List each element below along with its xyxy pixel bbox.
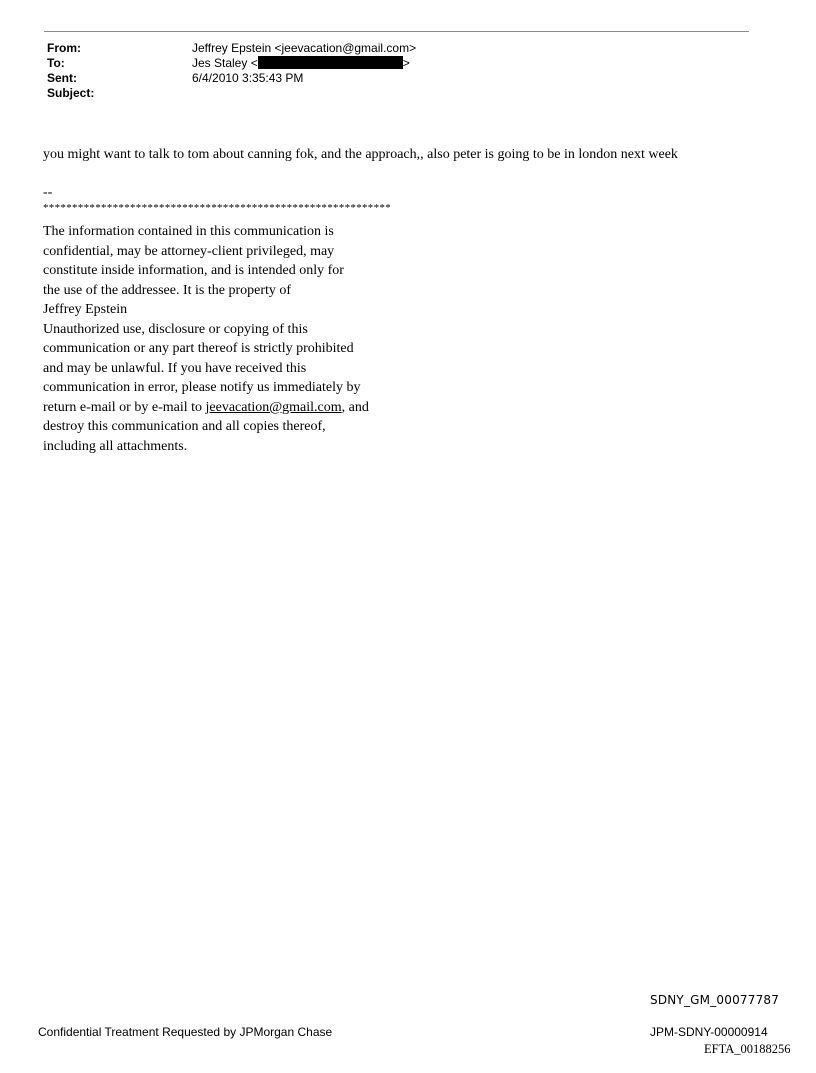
from-label: From: [47,41,81,55]
message-body: you might want to talk to tom about canning fok, and the approach,, also peter is going to be in london next week [43,147,678,162]
disclaimer-line: Jeffrey Epstein [43,302,128,317]
return-prefix: return e-mail or by e-mail to [43,399,206,415]
bates-number-jpm: JPM-SDNY-00000914 [650,1025,768,1039]
return-suffix: , and [341,399,369,415]
redaction-box [258,56,403,69]
disclaimer-line: destroy this communication and all copies thereof, [43,419,326,434]
disclaimer-line [43,398,423,418]
to-value [192,56,410,71]
disclaimer-line: The information contained in this communication is [43,224,334,239]
email-link[interactable]: jeevacation@gmail.com [205,399,342,415]
disclaimer-line: including all attachments. [43,438,188,454]
to-suffix: > [402,56,410,70]
bates-number-efta: EFTA_00188256 [704,1042,791,1056]
disclaimer-line: the use of the addressee. It is the property of [43,282,292,298]
to-prefix: Jes Staley < [192,56,258,70]
subject-label: Subject: [47,86,95,100]
to-row [47,56,416,71]
sent-value: 6/4/2010 3:35:43 PM [192,71,304,85]
disclaimer-line: communication or any part thereof is strictly prohibited [43,341,354,356]
to-label: To: [47,56,65,70]
disclaimer-line: confidential, may be attorney-client privileged, may [43,243,335,259]
from-row [47,41,416,56]
bates-number-gm: SDNY_GM_00077787 [650,993,780,1007]
sent-row [47,71,416,86]
disclaimer-line: constitute inside information, and is intended only for [43,263,344,278]
signature-dash: -- [43,185,53,200]
disclaimer-line: Unauthorized use, disclosure or copying of this [43,321,308,337]
sent-label: Sent: [47,71,77,85]
signature-stars: ************************************************************ [43,202,391,214]
disclaimer-line: and may be unlawful. If you have received this [43,360,307,376]
confidential-notice: Confidential Treatment Requested by JPMorgan Chase [38,1025,333,1039]
subject-row [47,86,416,101]
header-divider [44,31,749,32]
confidentiality-disclaimer [43,222,423,456]
email-header [47,41,416,101]
disclaimer-line: communication in error, please notify us immediately by [43,380,361,395]
from-value: Jeffrey Epstein <jeevacation@gmail.com> [192,41,417,55]
